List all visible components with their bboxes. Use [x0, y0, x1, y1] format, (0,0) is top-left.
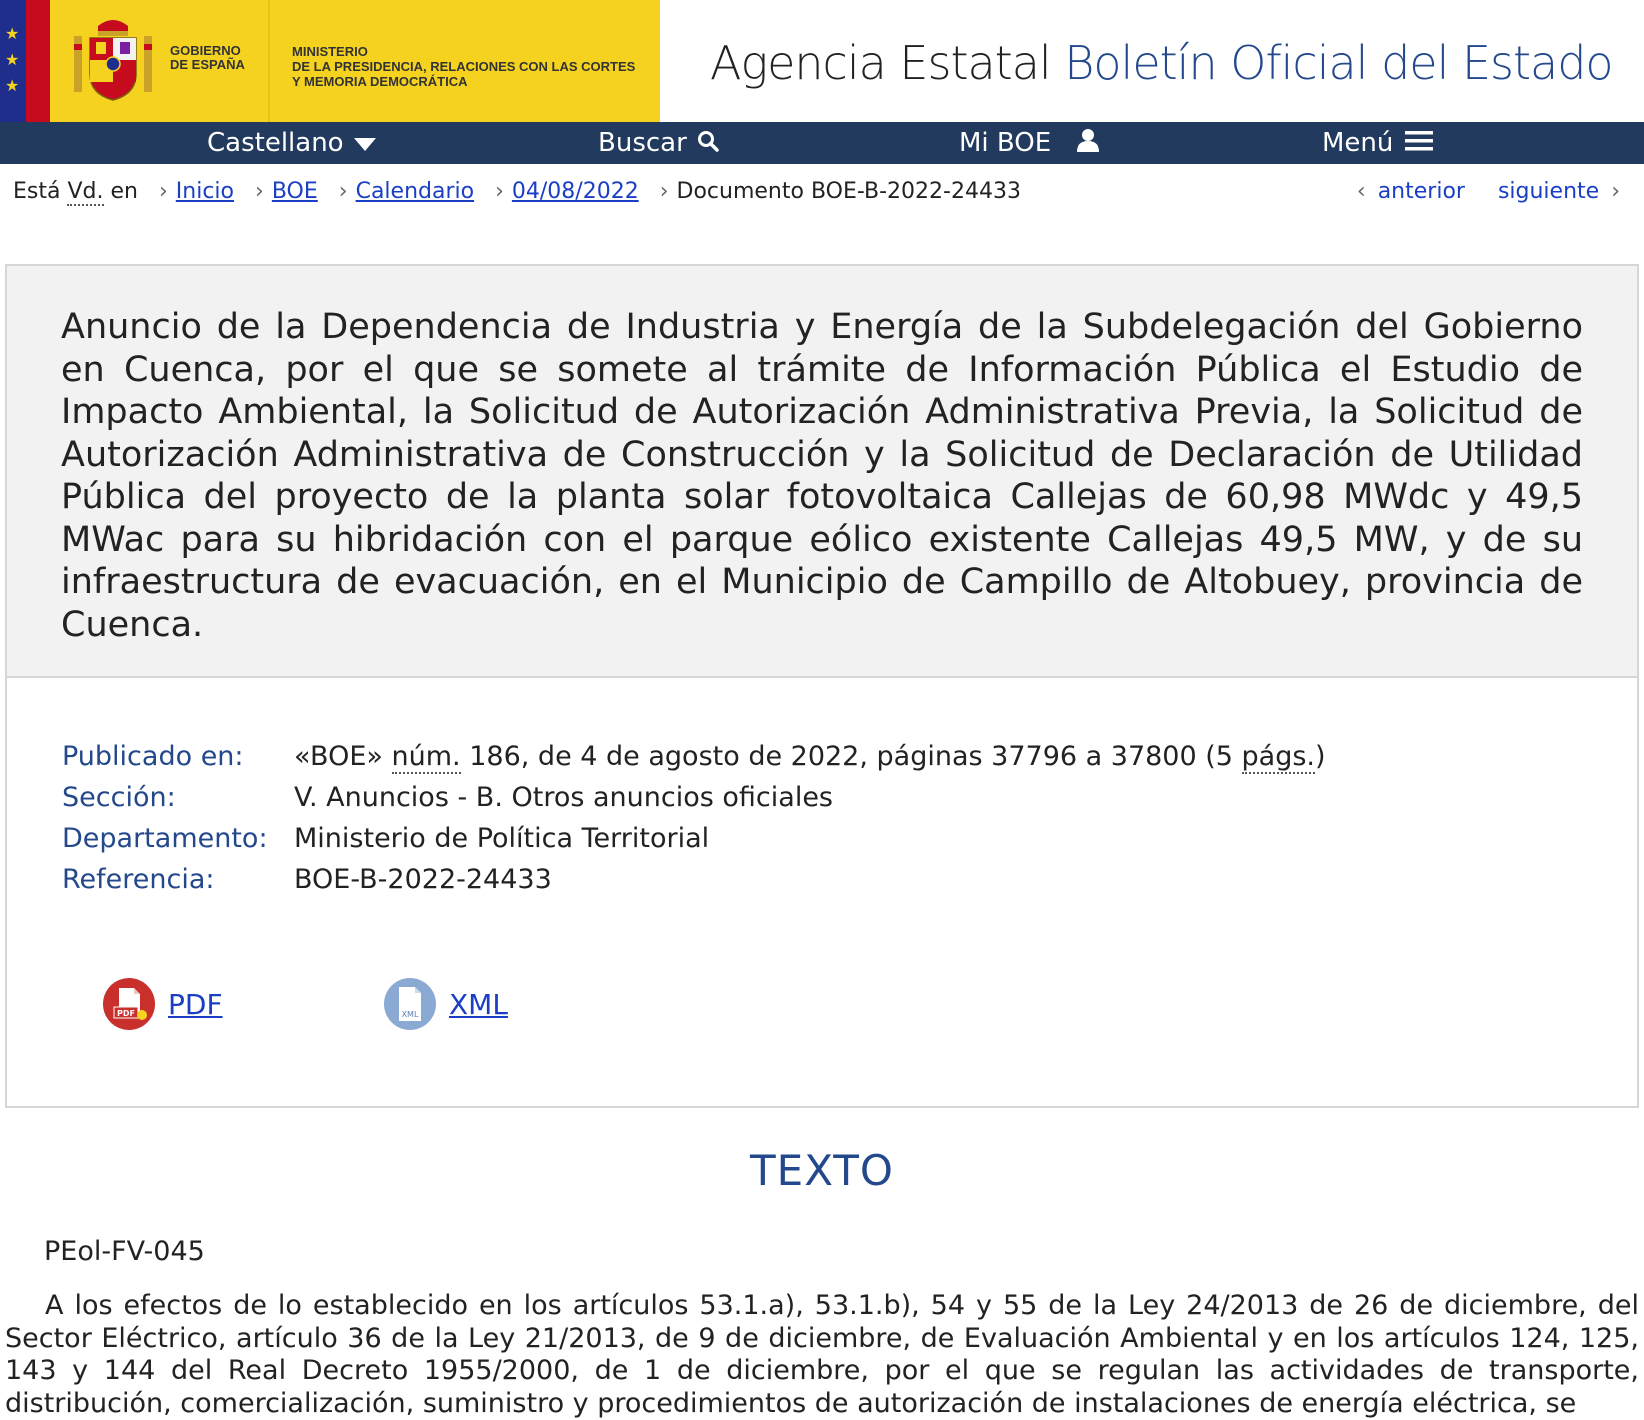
meta-row-published [62, 736, 1326, 777]
breadcrumb [13, 178, 1021, 206]
language-label: Castellano [207, 128, 344, 158]
previous-link[interactable]: anterior [1377, 179, 1465, 204]
agency-prefix: Agencia Estatal [710, 36, 1051, 90]
reference-label: Referencia: [62, 864, 215, 895]
gov-line-1: GOBIERNO [170, 43, 241, 58]
hamburger-icon [1405, 123, 1433, 165]
published-detail: 186, de 4 de agosto de 2022, páginas 37796 a 37800 (5 [469, 741, 1233, 772]
star-icon: ★ [5, 50, 20, 69]
section-label: Sección: [62, 782, 176, 813]
breadcrumb-link-date[interactable]: 04/08/2022 [511, 179, 639, 204]
breadcrumb-link-calendar[interactable]: Calendario [355, 179, 475, 204]
document-title-panel [7, 266, 1637, 678]
ministry-line-1: MINISTERIO [292, 44, 368, 59]
chevron-right-icon: › [659, 179, 669, 204]
pdf-icon-text: PDF [117, 1009, 135, 1018]
breadcrumb-intro: Está [13, 179, 61, 204]
breadcrumb-abbr: Vd. [67, 179, 104, 204]
published-source: «BOE» [294, 741, 383, 772]
reference-value: BOE-B-2022-24433 [294, 864, 552, 895]
main-nav [0, 122, 1644, 164]
department-value: Ministerio de Política Territorial [294, 823, 710, 854]
published-close: ) [1315, 741, 1326, 772]
xml-file-icon [383, 977, 437, 1031]
spain-flag-strip [26, 0, 50, 122]
document-summary-box [5, 264, 1639, 1108]
breadcrumb-intro-en: en [110, 179, 138, 204]
xml-icon-text: XML [401, 1010, 419, 1019]
pdf-file-icon [102, 977, 156, 1031]
xml-download[interactable] [383, 974, 508, 1034]
document-title: Anuncio de la Dependencia de Industria y Energía de la Subdelegación del Gobierno en Cuenca, por el que se somete al trámite de Información Pública el Estudio de Impacto Ambiental, la Solicitud de Autorización Administrativa Previa, la Solicitud de Autorización Administrativa de Construcción y la Solicitud de Declaración de Utilidad Pública del proyecto de la planta solar fotovoltaica Callejas de 60,98 MWdc y 49,5 MWac para su hibridación con el parque eólico existente Callejas 49,5 MW, y de su infraestructura de evacuación, en el Municipio de Campillo de Altobuey, provincia de Cuenca. [61, 307, 1583, 645]
document-pager [1345, 178, 1632, 206]
file-code: PEol-FV-045 [44, 1236, 205, 1267]
caret-down-icon [354, 123, 376, 165]
section-value: V. Anuncios - B. Otros anuncios oficiales [294, 782, 833, 813]
ministry-label [292, 44, 652, 89]
breadcrumb-link-home[interactable]: Inicio [175, 179, 235, 204]
next-link[interactable]: siguiente [1497, 179, 1600, 204]
ministry-line-2: DE LA PRESIDENCIA, RELACIONES CON LAS CORTES [292, 59, 636, 74]
chevron-right-icon: › [158, 179, 168, 204]
government-of-spain-label [170, 44, 260, 72]
breadcrumb-link-boe[interactable]: BOE [271, 179, 318, 204]
search-button[interactable] [598, 122, 719, 164]
menu-label: Menú [1322, 128, 1394, 158]
meta-row-reference [62, 859, 1326, 900]
chevron-right-icon: › [495, 179, 504, 204]
pages-abbr: págs. [1241, 741, 1316, 772]
section-heading: TEXTO [750, 1146, 894, 1195]
user-icon [1077, 123, 1099, 165]
gov-line-2: DE ESPAÑA [170, 57, 245, 72]
ministry-line-3: Y MEMORIA DEMOCRÁTICA [292, 74, 468, 89]
department-label: Departamento: [62, 823, 268, 854]
chevron-right-icon: › [338, 179, 348, 204]
menu-button[interactable] [1322, 122, 1433, 164]
site-header [0, 0, 1644, 122]
pdf-link[interactable]: PDF [168, 987, 223, 1021]
magnifier-icon [697, 123, 719, 165]
banner-divider [268, 0, 270, 122]
pdf-download[interactable] [102, 974, 223, 1034]
published-label: Publicado en: [62, 741, 244, 772]
star-icon: ★ [5, 24, 20, 43]
search-label: Buscar [598, 128, 687, 158]
body-paragraph: A los efectos de lo establecido en los artículos 53.1.a), 53.1.b), 54 y 55 de la Ley 24/2013 de 26 de diciembre, del Sector Eléctrico, artículo 36 de la Ley 21/2013, de 9 de diciembre, de Evaluación Ambiental y en los artículos 124, 125, 143 y 144 del Real Decreto 1955/2000, de 1 de diciembre, por el que se regulan las actividades de transporte, distribución, comercialización, suministro y procedimientos de autorización de instalaciones de energía eléctrica, se [5, 1290, 1639, 1419]
agency-name: Boletín Oficial del Estado [1064, 36, 1613, 90]
government-banner[interactable] [0, 0, 660, 122]
my-boe-label: Mi BOE [959, 128, 1052, 158]
number-abbr: núm. [391, 741, 461, 772]
coat-of-arms-icon [68, 14, 158, 104]
xml-link[interactable]: XML [449, 987, 508, 1021]
chevron-left-icon: ‹ [1356, 179, 1366, 204]
chevron-right-icon: › [255, 179, 264, 204]
eu-flag-strip [0, 0, 26, 122]
language-selector[interactable] [207, 122, 376, 164]
meta-row-section [62, 777, 1326, 818]
document-metadata [62, 736, 1326, 900]
published-value [294, 741, 1326, 774]
star-icon: ★ [5, 76, 20, 95]
chevron-right-icon: › [1611, 179, 1620, 204]
breadcrumb-current: Documento BOE-B-2022-24433 [676, 179, 1021, 204]
meta-row-department [62, 818, 1326, 859]
agency-title[interactable] [710, 36, 1613, 90]
my-boe-button[interactable] [959, 122, 1099, 164]
